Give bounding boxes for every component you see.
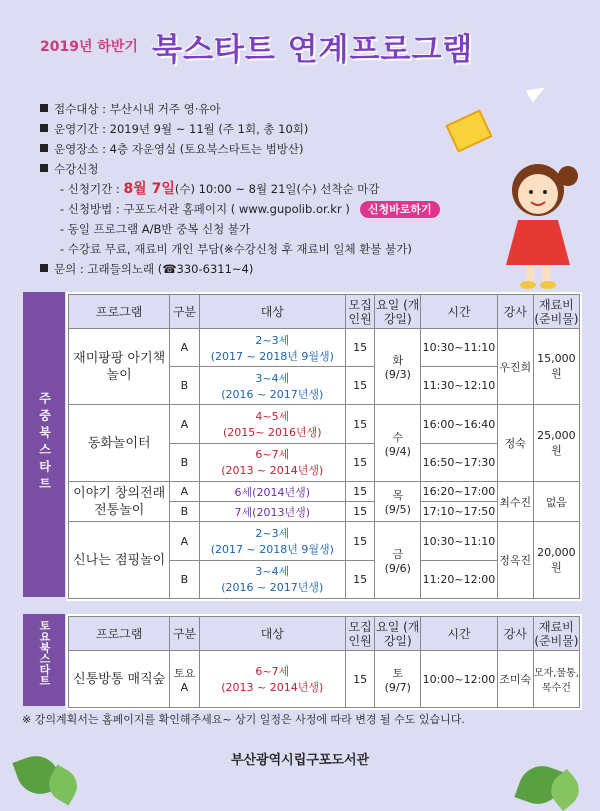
- table-row: 신나는 점핑놀이 A 2~3세 (2017 ~ 2018년 9월생) 15 금 (9/6) 10:30~11:10 정옥진 20,000원: [69, 522, 580, 560]
- saturday-label: 토요북스타트: [23, 614, 65, 706]
- paper-plane-icon: [526, 81, 549, 102]
- saturday-table: 프로그램 구분 대상 모집 인원 요일 (개강일) 시간 강사 재료비 (준비물) 신통방통 매직숲 토요 A 6~7세 (2013 ~ 2014년생) 15 토 (9/7) 10:00~12:00 조미숙 모자,물통, 목수건: [66, 614, 582, 710]
- info-dup: - 동일 프로그램 A/B반 중복 신청 불가: [60, 222, 251, 236]
- bullet-icon: [40, 164, 48, 172]
- table-row: 재미팡팡 아기책놀이 A 2~3세 (2017 ~ 2018년 9월생) 15 화 (9/3) 10:30~11:10 우진희 15,000원: [69, 329, 580, 367]
- apply-start-date: 8월 7일: [123, 181, 175, 197]
- table-row: B 7세(2013년생) 15 17:10~17:50: [69, 502, 580, 522]
- apply-now-button[interactable]: 신청바로하기: [360, 201, 440, 218]
- info-section: [40, 99, 440, 279]
- table-row: 이야기 창의전래 전통놀이 A 6세(2014년생) 15 목 (9/5) 16:20~17:00 최수진 없음: [69, 481, 580, 501]
- info-period: 운영기간 : 2019년 9월 ~ 11월 (주 1회, 총 10회): [40, 119, 440, 139]
- girl-illustration: [478, 150, 598, 290]
- weekday-label: 주중북스타트: [23, 292, 65, 597]
- table-row: B 3~4세 (2016 ~ 2017년생) 15 11:20~12:00: [69, 560, 580, 598]
- header: [0, 0, 600, 95]
- footer-library-name: 부산광역시립구포도서관: [230, 753, 370, 768]
- page-title: 북스타트 연계프로그램: [152, 32, 474, 68]
- year-label: 2019년 하반기: [40, 39, 138, 55]
- bullet-icon: [40, 264, 48, 272]
- table-row: 신통방통 매직숲 토요 A 6~7세 (2013 ~ 2014년생) 15 토 (9/7) 10:00~12:00 조미숙 모자,물통, 목수건: [69, 651, 580, 708]
- book-icon: [445, 109, 492, 152]
- bullet-icon: [40, 144, 48, 152]
- table-row: B 3~4세 (2016 ~ 2017년생) 15 11:30~12:10: [69, 367, 580, 405]
- table-row: B 6~7세 (2013 ~ 2014년생) 15 16:50~17:30: [69, 443, 580, 481]
- info-fee: - 수강료 무료, 재료비 개인 부담(※수강신청 후 재료비 일체 환불 불가): [60, 242, 412, 256]
- weekday-table: 프로그램 구분 대상 모집 인원 요일 (개강일) 시간 강사 재료비 (준비물) 재미팡팡 아기책놀이 A 2~3세 (2017 ~ 2018년 9월생) 15 화 (9/3) 10:30~11:10 우진희 15,000원 B 3~4세 (2016 ~ 2017년생) 15 11:30~12:10 동화놀이터 A 4~5세 (2015~ 2016년생) 15 수 (9/4) 16:00~16:40 정숙 25,000원 B 6~7세 (2013 ~ 2014년생) 15 16:50~17:30 이야기 창의전래 전통놀이 A 6세(2014년생) 15 목 (9/5) 16:20~17:00 최수진 없음 B 7세(2013년생) 15 17:10~17:50 신나는 점핑놀이 A 2~3세 (2017 ~ 2018년 9월생) 15 금 (9/6) 10:30~11:10 정옥진 20,000원 B 3~4세 (2016 ~ 2017년생) 15 11:20~12:00: [66, 292, 582, 601]
- note-text: ※ 강의계획서는 홈페이지를 확인해주세요~ 상기 일정은 사정에 따라 변경 될 수도 있습니다.: [22, 713, 465, 726]
- info-place: 운영장소 : 4층 자운영실 (토요북스타트는 범방산): [40, 139, 440, 159]
- info-target: 접수대상 : 부산시내 거주 영·유아: [40, 99, 440, 119]
- info-apply-period: - 신청기간 : 8월 7일(수) 10:00 ~ 8월 21일(수) 선착순 마감: [60, 181, 380, 197]
- info-contact: 문의 : 고래들의노래 (☎330-6311~4): [40, 259, 440, 279]
- bullet-icon: [40, 104, 48, 112]
- table-row: 동화놀이터 A 4~5세 (2015~ 2016년생) 15 수 (9/4) 16:00~16:40 정숙 25,000원: [69, 405, 580, 443]
- bullet-icon: [40, 124, 48, 132]
- info-apply-method: - 신청방법 : 구포도서관 홈페이지 ( www.gupolib.or.kr ) 신청바로하기: [40, 199, 440, 219]
- info-apply: 수강신청: [40, 159, 440, 179]
